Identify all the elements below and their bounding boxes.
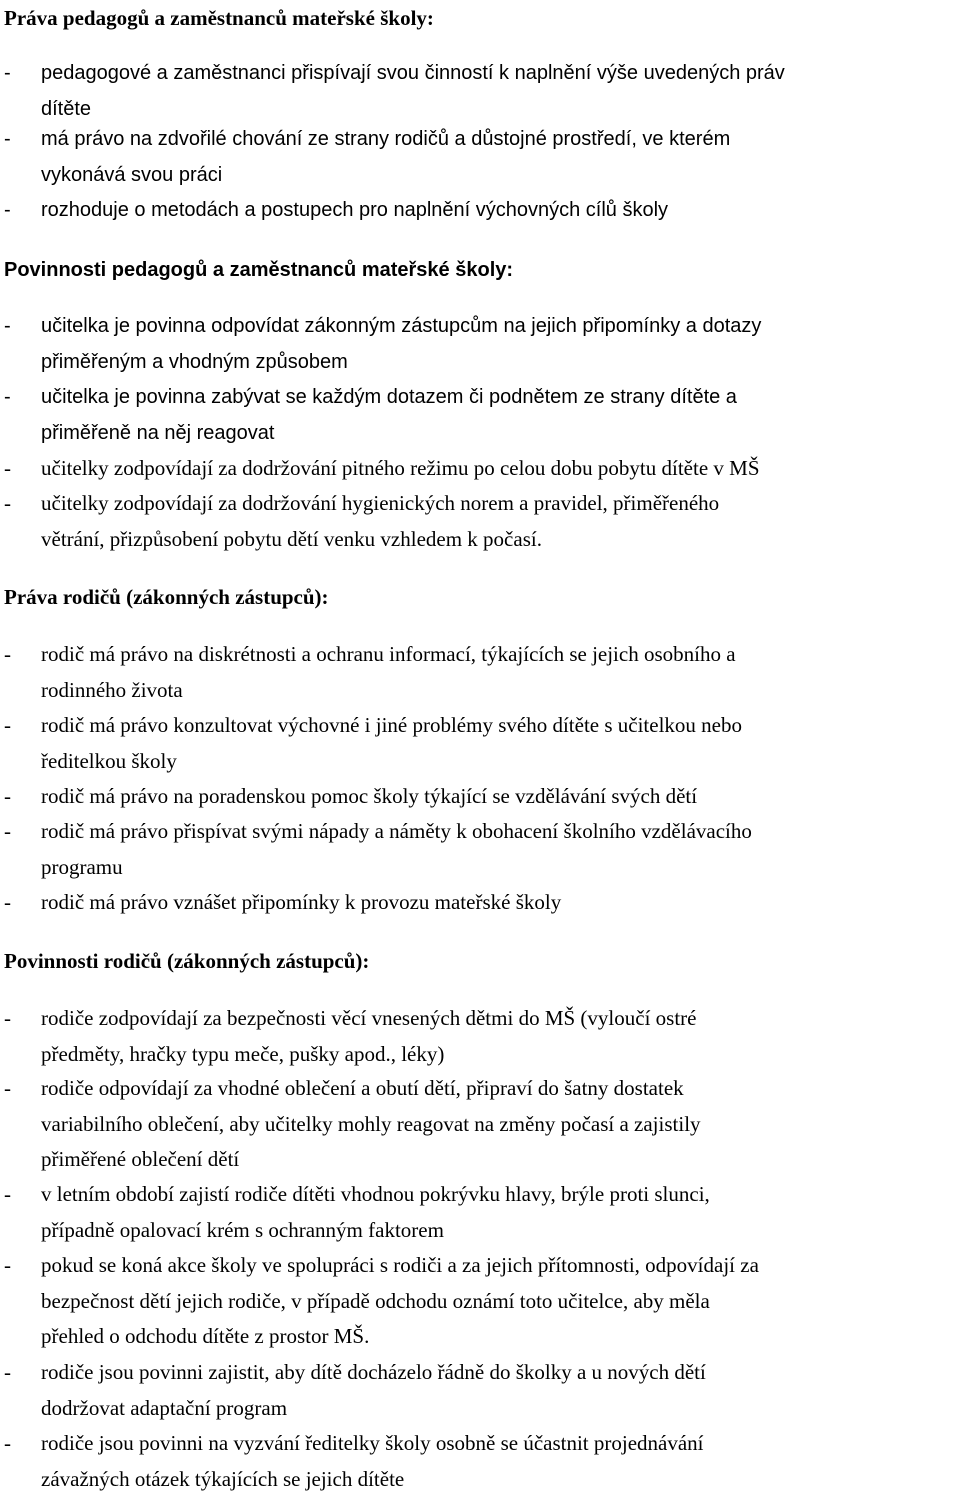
list-item — [4, 451, 960, 487]
list-item-line: učitelka je povinna zabývat se každým dotazem či podnětem ze strany dítěte a — [41, 386, 737, 408]
list-dash: - — [4, 315, 11, 337]
list-item — [4, 309, 960, 380]
list-item-line: dítěte — [41, 97, 92, 120]
list-item-line: rodič má právo na diskrétnosti a ochranu informací, týkajících se jejich osobního a — [41, 642, 736, 666]
list-dash: - — [4, 62, 11, 84]
list-item-line: v letním období zajistí rodiče dítěti vhodnou pokrývku hlavy, brýle proti slunci, — [41, 1182, 710, 1206]
list-item-line: rodič má právo vznášet připomínky k provozu mateřské školy — [41, 890, 562, 914]
list-item-line: rodinného života — [41, 677, 183, 702]
list-item-line: programu — [41, 854, 123, 879]
section-heading-teacher-rights: Práva pedagogů a zaměstnanců mateřské školy: — [4, 6, 434, 30]
list-dash: - — [4, 642, 11, 666]
list-item-line: případně opalovací krém s ochranným faktorem — [41, 1217, 444, 1242]
list-item-line: má právo na zdvořilé chování ze strany rodičů a důstojné prostředí, ve kterém — [41, 128, 731, 150]
list-item — [4, 122, 960, 193]
list-item-line: bezpečnost dětí jejich rodiče, v případě odchodu oznámí toto učitelce, aby měla — [41, 1288, 710, 1313]
list-item — [4, 1177, 960, 1248]
list-item-line: učitelka je povinna odpovídat zákonným zástupcům na jejich připomínky a dotazy — [41, 315, 762, 337]
list-dash: - — [4, 456, 11, 480]
list-item-line: rodič má právo konzultovat výchovné i jiné problémy svého dítěte s učitelkou nebo — [41, 713, 742, 737]
list-item — [4, 193, 960, 229]
list-item-line: rodiče jsou povinni na vyzvání ředitelky školy osobně se účastnit projednávání — [41, 1431, 704, 1455]
list-item-line: variabilního oblečení, aby učitelky mohly reagovat na změny počasí a zajistily — [41, 1111, 701, 1136]
list-item — [4, 1426, 960, 1497]
list-item-line: učitelky zodpovídají za dodržování hygienických norem a pravidel, přiměřeného — [41, 491, 720, 515]
list-item — [4, 486, 960, 557]
section-heading-parent-duties: Povinnosti rodičů (zákonných zástupců): — [4, 949, 370, 973]
list-item-line: rozhoduje o metodách a postupech pro naplnění výchovných cílů školy — [41, 199, 669, 221]
list-item — [4, 380, 960, 451]
list-dash: - — [4, 890, 11, 914]
list-dash: - — [4, 784, 11, 808]
list-item-line: závažných otázek týkajících se jejich dítěte — [41, 1466, 405, 1491]
list-dash: - — [4, 1006, 11, 1030]
list-item — [4, 1071, 960, 1178]
list-item-line: rodiče jsou povinni zajistit, aby dítě docházelo řádně do školky a u nových dětí — [41, 1360, 706, 1384]
list-item-line: dodržovat adaptační program — [41, 1395, 288, 1420]
list-item-line: pokud se koná akce školy ve spolupráci s rodiči a za jejich přítomnosti, odpovídají za — [41, 1253, 759, 1277]
section-heading-parent-rights: Práva rodičů (zákonných zástupců): — [4, 585, 329, 609]
list-item — [4, 814, 960, 885]
list-item — [4, 1001, 960, 1072]
list-dash: - — [4, 819, 11, 843]
list-item — [4, 708, 960, 779]
list-item-line: rodiče odpovídají za vhodné oblečení a obutí dětí, připraví do šatny dostatek — [41, 1076, 684, 1100]
list-dash: - — [4, 1182, 11, 1206]
list-item-line: předměty, hračky typu meče, pušky apod., léky) — [41, 1041, 445, 1066]
list-dash: - — [4, 491, 11, 515]
list-item-line: vykonává svou práci — [41, 163, 223, 186]
list-item-line: učitelky zodpovídají za dodržování pitného režimu po celou dobu pobytu dítěte v MŠ — [41, 456, 760, 480]
list-item — [4, 1355, 960, 1426]
list-item — [4, 885, 960, 921]
list-dash: - — [4, 1076, 11, 1100]
list-item-line: větrání, přizpůsobení pobytu dětí venku vzhledem k počasí. — [41, 526, 542, 551]
list-dash: - — [4, 128, 11, 150]
list-item-line: ředitelkou školy — [41, 748, 177, 773]
list-item-line: rodič má právo přispívat svými nápady a náměty k obohacení školního vzdělávacího — [41, 819, 752, 843]
list-dash: - — [4, 386, 11, 408]
list-dash: - — [4, 713, 11, 737]
list-dash: - — [4, 1360, 11, 1384]
list-item — [4, 779, 960, 815]
list-dash: - — [4, 1253, 11, 1277]
section-heading-teacher-duties: Povinnosti pedagogů a zaměstnanců mateřské školy: — [4, 259, 514, 281]
list-dash: - — [4, 199, 11, 221]
list-item-line: přiměřeně na něj reagovat — [41, 421, 275, 444]
list-item-line: přiměřené oblečení dětí — [41, 1147, 240, 1172]
list-dash: - — [4, 1431, 11, 1455]
list-item-line: rodič má právo na poradenskou pomoc školy týkající se vzdělávání svých dětí — [41, 784, 698, 808]
list-item-line: rodiče zodpovídají za bezpečnosti věcí vnesených dětmi do MŠ (vyloučí ostré — [41, 1006, 697, 1030]
list-item-line: přehled o odchodu dítěte z prostor MŠ. — [41, 1324, 370, 1349]
list-item — [4, 1248, 960, 1355]
list-item-line: přiměřeným a vhodným způsobem — [41, 350, 348, 373]
list-item — [4, 637, 960, 708]
list-item — [4, 56, 960, 127]
list-item-line: pedagogové a zaměstnanci přispívají svou činností k naplnění výše uvedených práv — [41, 62, 785, 84]
